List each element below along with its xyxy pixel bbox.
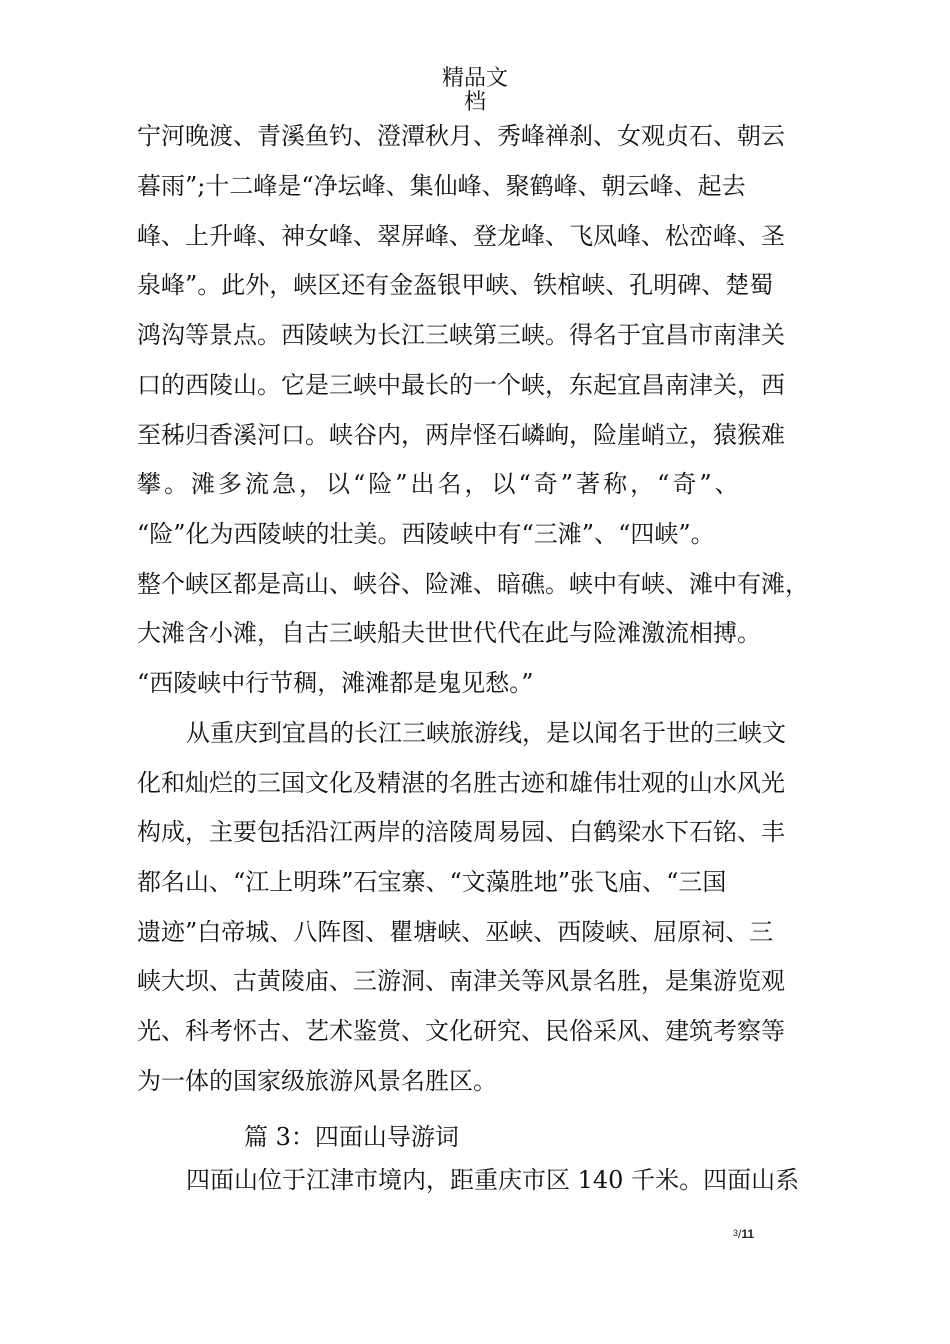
text-line: 峰、上升峰、神女峰、翠屏峰、登龙峰、飞凤峰、松峦峰、圣	[137, 222, 785, 250]
header-line-1: 精品文	[441, 66, 508, 91]
page-header	[0, 64, 950, 118]
text-line: 至秭归香溪河口。峡谷内，两岸怪石嶙峋，险崖峭立，猿猴难	[137, 421, 785, 449]
section-heading: 篇 3：四面山导游词	[244, 1123, 459, 1151]
page-total: 11	[741, 1227, 755, 1241]
text-line: 大滩含小滩，自古三峡船夫世世代代在此与险滩激流相搏。	[137, 619, 761, 647]
text-line: 口的西陵山。它是三峡中最长的一个峡，东起宜昌南津关，西	[137, 371, 785, 399]
paragraph-3-first-line: 四面山位于江津市境内，距重庆市区 140 千米。四面山系	[186, 1166, 800, 1194]
text-line: 从重庆到宜昌的长江三峡旅游线，是以闻名于世的三峡文	[186, 719, 786, 747]
page-number	[733, 1227, 754, 1241]
text-line: 整个峡区都是高山、峡谷、险滩、暗礁。峡中有峡、滩中有滩，	[137, 570, 809, 598]
text-line: 泉峰”。此外，峡区还有金盔银甲峡、铁棺峡、孔明碑、楚蜀	[137, 271, 774, 299]
page-current: 3	[733, 1228, 739, 1238]
text-line: 构成，主要包括沿江两岸的涪陵周易园、白鹤梁水下石铭、丰	[137, 818, 785, 846]
text-line: 都名山、“江上明珠”石宝寨、“文藻胜地”张飞庙、“三国	[137, 868, 727, 896]
text-line: 峡大坝、古黄陵庙、三游洞、南津关等风景名胜，是集游览观	[137, 967, 785, 995]
text-line: 攀。滩多流急，以“险”出名，以“奇”著称，“奇”、	[137, 470, 742, 498]
text-line: 暮雨”;十二峰是“净坛峰、集仙峰、聚鹤峰、朝云峰、起去	[137, 172, 746, 200]
text-line: “险”化为西陵峡的壮美。西陵峡中有“三滩”、“四峡”。	[137, 520, 715, 548]
text-line: 化和灿烂的三国文化及精湛的名胜古迹和雄伟壮观的山水风光	[137, 769, 785, 797]
text-line: 宁河晚渡、青溪鱼钓、澄潭秋月、秀峰禅刹、女观贞石、朝云	[137, 122, 785, 150]
text-line: 为一体的国家级旅游风景名胜区。	[137, 1067, 497, 1095]
text-line: 鸿沟等景点。西陵峡为长江三峡第三峡。得名于宜昌市南津关	[137, 321, 785, 349]
text-line: 光、科考怀古、艺术鉴赏、文化研究、民俗采风、建筑考察等	[137, 1017, 785, 1045]
text-line: 遗迹”白帝城、八阵图、瞿塘峡、巫峡、西陵峡、屈原祠、三	[137, 918, 774, 946]
text-line: “西陵峡中行节稠，滩滩都是鬼见愁。”	[137, 669, 534, 697]
header-line-2: 档	[463, 90, 486, 115]
page-separator: /	[738, 1227, 742, 1241]
